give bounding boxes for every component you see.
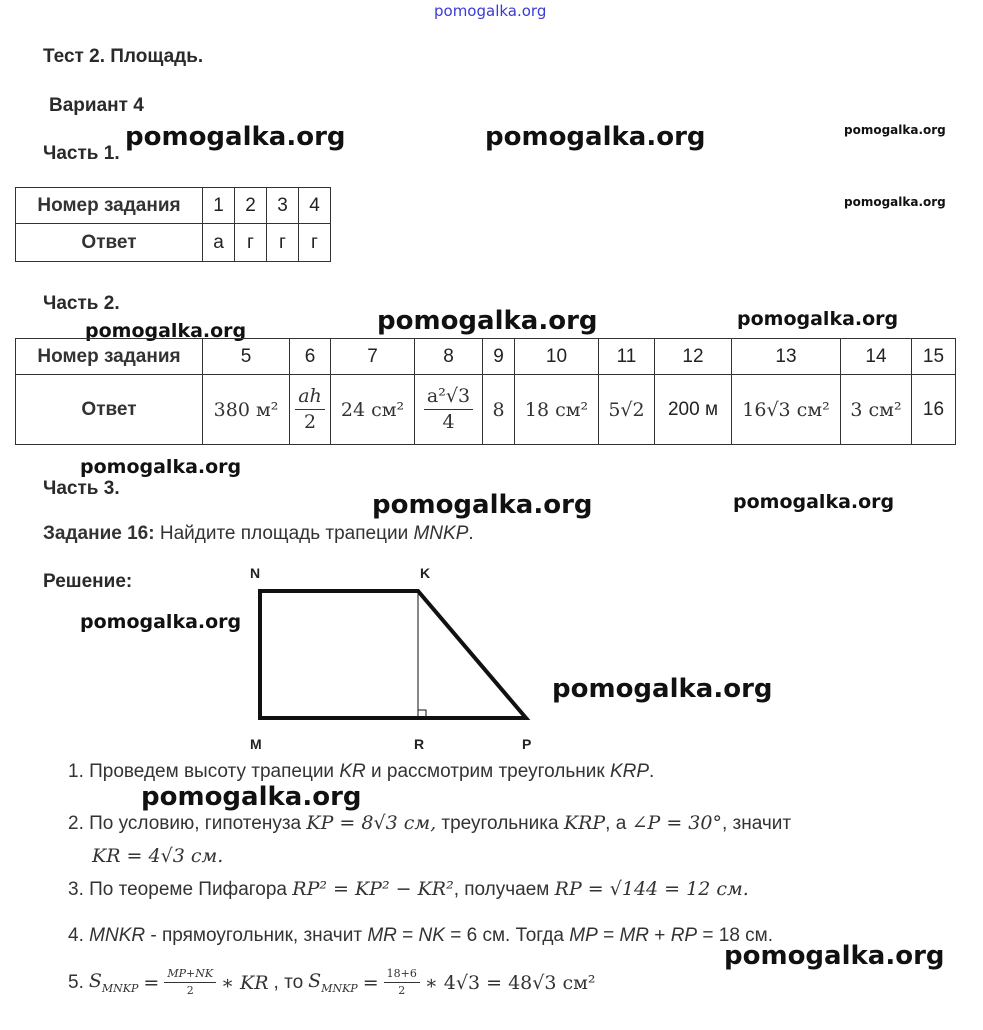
watermark: pomogalka.org [80, 611, 242, 633]
step-math: KR = 4√3 см. [92, 845, 224, 867]
area-subscript: MNKP [321, 981, 358, 995]
task-number: 2 [235, 188, 267, 224]
fraction-denominator: 2 [398, 984, 406, 998]
solution-label: Решение: [43, 571, 133, 592]
answer-cell: 5√2 [599, 375, 655, 445]
trapezoid-figure [240, 560, 550, 755]
answer-cell: 8 [483, 375, 515, 445]
step-math [308, 970, 358, 995]
part1-answer-table [15, 187, 331, 262]
variant-label: Вариант 4 [49, 95, 144, 116]
solution-step-5 [68, 968, 596, 997]
vertex-label-p: P [522, 736, 532, 752]
step-text: 1. Проведем высоту трапеции [68, 761, 335, 782]
task-number: 13 [732, 339, 841, 375]
step-text: 2. По условию, гипотенуза [68, 813, 302, 834]
part2-heading: Часть 2. [43, 293, 120, 314]
step-math: ∗ 4√3 = 48√3 см² [424, 971, 596, 994]
part1-heading: Часть 1. [43, 143, 120, 164]
watermark: pomogalka.org [80, 456, 242, 478]
step-math: MNKR [89, 925, 146, 946]
solution-step-4 [68, 925, 773, 947]
step-text: = 6 см. Тогда [450, 925, 564, 946]
answer-cell: 16 [912, 375, 956, 445]
watermark: pomogalka.org [377, 306, 598, 336]
task-16-label: Задание 16: [43, 523, 155, 544]
step-text: = [603, 925, 615, 946]
fraction-numerator: 18+6 [384, 968, 420, 983]
watermark: pomogalka.org [141, 782, 362, 812]
answer-cell: 16√3 см² [732, 375, 841, 445]
answer-cell: а [203, 224, 235, 262]
step-text: - прямоугольник, значит [150, 925, 363, 946]
step-math: NK [418, 925, 445, 946]
area-symbol: S [308, 970, 322, 993]
fraction-numerator: a²√3 [424, 386, 473, 410]
step-text: , значит [721, 813, 792, 834]
fraction-numerator: ah [295, 386, 325, 410]
step-math: KRP [563, 812, 606, 834]
step-text: = 18 см. [702, 925, 774, 946]
step-text: и рассмотрим треугольник [371, 761, 605, 782]
answer-cell [415, 375, 483, 445]
solution-step-2 [68, 812, 791, 835]
vertex-label-m: M [250, 736, 262, 752]
step-text: = [402, 925, 414, 946]
watermark: pomogalka.org [85, 320, 247, 342]
answer-cell: 24 см² [331, 375, 415, 445]
watermark: pomogalka.org [724, 941, 945, 971]
task-number: 14 [841, 339, 912, 375]
step-math: KR [339, 761, 366, 782]
step-text: , получаем [453, 879, 550, 900]
answer-cell [290, 375, 331, 445]
step-text: 4. [68, 925, 84, 946]
step-text: . [649, 761, 655, 782]
step-math: KP = 8√3 см, [306, 812, 437, 834]
watermark: pomogalka.org [733, 491, 895, 513]
step-math: RP² = KP² − KR² [292, 878, 454, 900]
row-answer-label: Ответ [16, 224, 203, 262]
period: . [468, 523, 474, 544]
part2-answer-table [15, 338, 956, 445]
task-number: 12 [655, 339, 732, 375]
step-text: треугольника [441, 813, 559, 834]
watermark: pomogalka.org [737, 308, 899, 330]
watermark: pomogalka.org [844, 123, 946, 137]
task-number: 6 [290, 339, 331, 375]
watermark: pomogalka.org [844, 195, 946, 209]
row-answer-label: Ответ [16, 375, 203, 445]
step-math: = [362, 971, 379, 994]
task-16-statement [43, 523, 474, 545]
vertex-label-n: N [250, 565, 261, 581]
solution-step-1 [68, 761, 654, 783]
answer-cell: г [235, 224, 267, 262]
step-text: 3. По теореме Пифагора [68, 879, 287, 900]
row-task-label: Номер задания [16, 188, 203, 224]
step-text: , а [605, 813, 627, 834]
watermark: pomogalka.org [372, 490, 593, 520]
watermark: pomogalka.org [125, 122, 346, 152]
task-number: 4 [299, 188, 331, 224]
fraction-denominator: 4 [442, 411, 455, 433]
area-symbol: S [88, 970, 102, 993]
task-number: 8 [415, 339, 483, 375]
fraction-numerator: MP+NK [164, 968, 216, 983]
task-number: 15 [912, 339, 956, 375]
answer-cell: г [267, 224, 299, 262]
fraction-denominator: 2 [303, 411, 317, 433]
step-text: 5. [68, 971, 84, 993]
step-math: RP [670, 925, 698, 946]
task-number: 1 [203, 188, 235, 224]
task-number: 11 [599, 339, 655, 375]
watermark: pomogalka.org [552, 674, 773, 704]
watermark: pomogalka.org [485, 122, 706, 152]
vertex-label-r: R [414, 736, 425, 752]
task-number: 9 [483, 339, 515, 375]
task-16-text: Найдите площадь трапеции [159, 523, 409, 544]
answer-cell: 3 см² [841, 375, 912, 445]
step-math: MR [619, 925, 650, 946]
task-number: 10 [515, 339, 599, 375]
solution-step-3 [68, 878, 749, 901]
step-math: MP [569, 925, 598, 946]
task-number: 3 [267, 188, 299, 224]
fraction [164, 968, 216, 997]
solution-step-2-cont [92, 845, 223, 868]
step-text: + [654, 925, 666, 946]
step-math: = [143, 971, 160, 994]
vertex-label-k: K [420, 565, 431, 581]
page-title: Тест 2. Площадь. [43, 46, 204, 67]
answer-cell: 380 м² [203, 375, 290, 445]
step-math [89, 970, 139, 995]
trapezoid-outline [260, 591, 526, 718]
answer-cell: 200 м [655, 375, 732, 445]
answer-cell: г [299, 224, 331, 262]
part3-heading: Часть 3. [43, 478, 120, 499]
answer-cell: 18 см² [515, 375, 599, 445]
row-task-label: Номер задания [16, 339, 203, 375]
step-text: , то [273, 971, 304, 993]
fraction-denominator: 2 [186, 984, 194, 998]
watermark-top: pomogalka.org [434, 2, 547, 20]
fraction [384, 968, 420, 997]
step-math: MR [367, 925, 397, 946]
step-math: ∗ KR [221, 971, 269, 994]
trapezoid-name: MNKP [413, 523, 469, 544]
task-number: 7 [331, 339, 415, 375]
step-math: RP = √144 = 12 см. [554, 878, 749, 900]
area-subscript: MNKP [101, 981, 139, 995]
step-math: KRP [609, 761, 650, 782]
step-math: ∠P = 30° [631, 812, 722, 834]
task-number: 5 [203, 339, 290, 375]
